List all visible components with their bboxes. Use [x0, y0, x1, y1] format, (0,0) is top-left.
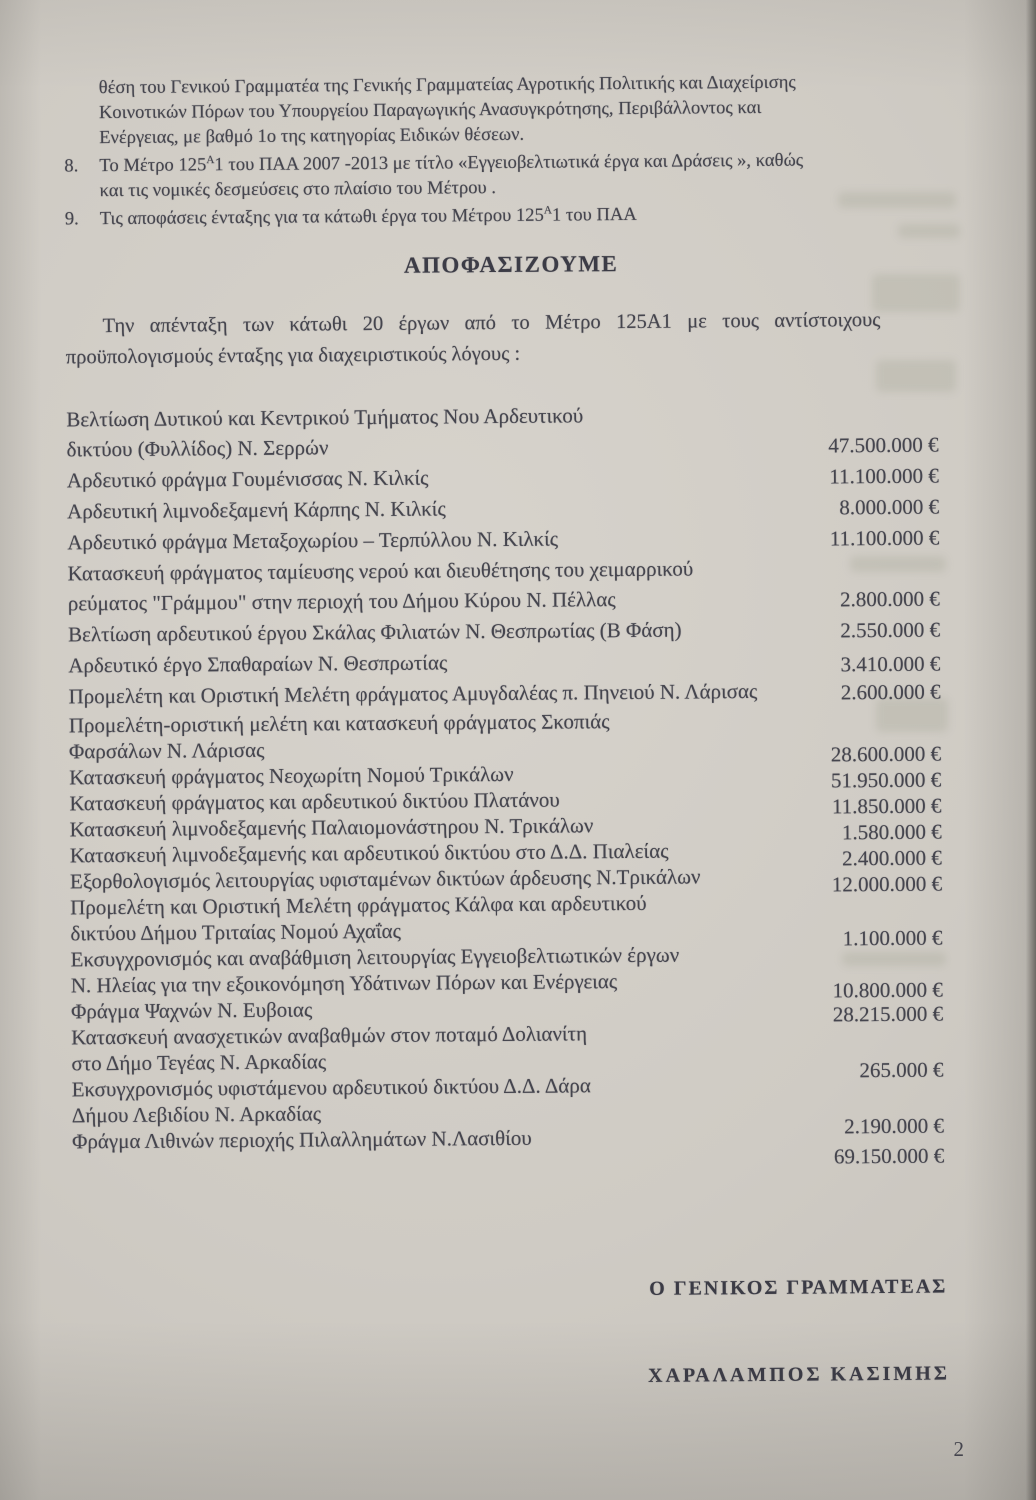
project-name [70, 889, 800, 947]
project-amount: 12.000.000 € [831, 871, 943, 897]
project-amount: 2.190.000 € [844, 1113, 945, 1139]
project-name-line: Αρδευτική λιμνοδεξαμενή Κάρπης Ν. Κιλκίς [66, 496, 446, 524]
project-name [67, 491, 797, 527]
page-number: 2 [953, 1437, 964, 1461]
project-name-line: Κατασκευή ανασχετικών αναβαθμών στον ποταμό Δολιανίτη [71, 1021, 588, 1050]
project-amount: 2.550.000 € [840, 617, 941, 643]
project-row [71, 1018, 944, 1083]
project-amount: 2.600.000 € [840, 679, 941, 705]
project-name-line: Αρδευτικό έργο Σπαθαραίων Ν. Θεσπρωτίας [68, 650, 448, 678]
project-name [71, 1019, 801, 1077]
item-number: 9. [64, 208, 79, 230]
project-name-line: Φράγμα Ψαχνών Ν. Ευβοιας [70, 997, 313, 1024]
preamble-line: Ενέργειας, με βαθμό 1ο της κατηγορίας Ειδικών θέσεων. [99, 123, 525, 149]
item-text-segment: 1 του ΠΑΑ [551, 203, 637, 226]
project-name-line: Φαρσάλων Ν. Λάρισας [68, 737, 265, 764]
project-name-line: Φράγμα Λιθινών περιοχής Πιλαλλημάτων Ν.Λασιθίου [71, 1125, 532, 1154]
item-number: 8. [64, 155, 79, 177]
project-name [67, 553, 797, 619]
project-name-line: Κατασκευή λιμνοδεξαμενής Παλαιομονάστηρου Ν. Τρικάλων [69, 813, 594, 842]
project-row [66, 398, 938, 465]
project-row [70, 888, 943, 951]
project-name-line: Αρδευτικό φράγμα Μεταξοχωρίου – Τερπύλλου Ν. Κιλκίς [67, 526, 559, 555]
project-name [68, 676, 798, 712]
superscript-A: Α [206, 154, 215, 167]
preamble-line: Κοινοτικών Πόρων του Υπουργείου Παραγωγικής Ανασυγκρότησης, Περιβάλλοντος και [98, 96, 762, 124]
preamble-line: θέση του Γενικού Γραμματέα της Γενικής Γραμματείας Αγροτικής Πολιτικής και Διαχείρισης [98, 71, 796, 99]
project-name-line: Προμελέτη και Οριστική Μελέτη φράγματος Αμυγδαλέας π. Πηνειού Ν. Λάρισας [68, 679, 758, 709]
project-name [67, 522, 797, 558]
project-row [71, 1070, 945, 1139]
project-amount: 8.000.000 € [839, 494, 940, 520]
project-name [66, 399, 796, 465]
project-amount: 11.850.000 € [831, 793, 942, 819]
project-name-line: Εξορθολογισμός λειτουργίας υφισταμένων δικτύων άρδευσης Ν.Τρικάλων [69, 864, 701, 894]
project-name-line: Εκσυγχρονισμός και αναβάθμιση λειτουργίας Εγγειοβελτιωτικών έργων [70, 942, 680, 972]
document-content [63, 0, 950, 1392]
project-name-line: στο Δήμο Τεγέας Ν. Αρκαδίας [71, 1049, 327, 1076]
item-text-segment: Το Μέτρο 125 [99, 154, 207, 177]
item-text [99, 147, 936, 204]
item-text [100, 200, 937, 232]
project-name-line: Βελτίωση αρδευτικού έργου Σκάλας Φιλιατών Ν. Θεσπρωτίας (Β Φάση) [67, 617, 682, 647]
signatory-title: Ο ΓΕΝΙΚΟΣ ΓΡΑΜΜΑΤΕΑΣ [649, 1275, 948, 1300]
project-name [67, 460, 797, 496]
project-amount: 3.410.000 € [840, 651, 941, 677]
project-name-line: Προμελέτη και Οριστική Μελέτη φράγματος Κάλφα και αρδευτικού [70, 890, 647, 920]
project-amount: 11.100.000 € [829, 463, 939, 489]
project-name [68, 614, 798, 650]
project-name-line: Δήμου Λεβιδίου Ν. Αρκαδίας [71, 1101, 322, 1128]
decision-paragraph [66, 305, 938, 374]
decision-paragraph-line: Την απένταξη των κάτωθι 20 έργων από το Μέτρο 125Α1 με τους αντίστοιχους [102, 309, 881, 338]
signatory-name: ΧΑΡΑΛΑΜΠΟΣ ΚΑΣΙΜΗΣ [647, 1362, 950, 1387]
decision-heading: ΑΠΟΦΑΣΙΖΟΥΜΕ [403, 251, 619, 278]
project-row [69, 706, 941, 765]
preamble-block [64, 69, 937, 232]
project-amount: 10.800.000 € [832, 977, 943, 1003]
project-row [70, 940, 943, 1003]
project-amount: 1.580.000 € [841, 819, 942, 845]
project-list [66, 398, 944, 1181]
project-amount: 2.800.000 € [839, 586, 940, 612]
project-name-line: Ν. Ηλείας για την εξοικονόμηση Υδάτινων Πόρων και Ενέργειας [70, 969, 618, 998]
preamble-item-8 [64, 147, 936, 204]
project-name [72, 1071, 802, 1129]
project-amount: 28.600.000 € [830, 741, 942, 767]
project-name-line: Κατασκευή φράγματος ταμίευσης νερού και διευθέτησης του χειμαρρικού [67, 556, 694, 586]
project-amount: 51.950.000 € [830, 767, 942, 793]
project-name-line: Βελτίωση Δυτικού και Κεντρικού Τμήματος Νου Αρδευτικού [66, 403, 584, 432]
project-amount: 2.400.000 € [841, 845, 942, 871]
project-name [72, 1123, 802, 1155]
project-name [68, 645, 798, 681]
item-text-segment: 1 του ΠΑΑ 2007 -2013 με τίτλο «Εγγειοβελτιωτικά έργα και Δράσεις », καθώς [214, 149, 804, 176]
preamble-item-9 [65, 200, 937, 232]
project-row [67, 552, 939, 619]
project-name-line: ρεύματος "Γράμμου" στην περιοχή του Δήμου Κύρου Ν. Πέλλας [67, 587, 616, 616]
superscript-A: Α [543, 204, 552, 217]
project-row [71, 1122, 945, 1169]
project-name-line: δικτύου (Φυλλίδος) Ν. Σερρών [66, 435, 329, 462]
project-amount: 265.000 € [859, 1057, 944, 1083]
item-text-segment: Τις αποφάσεις ένταξης για τα κάτωθι έργα του Μέτρου 125 [99, 204, 544, 230]
project-amount: 1.100.000 € [842, 925, 943, 951]
decision-paragraph-line: προϋπολογισμούς ένταξης για διαχειριστικούς λόγους : [65, 342, 521, 369]
project-name-line: Κατασκευή λιμνοδεξαμενής και αρδευτικού δικτύου στο Δ.Δ. Πιαλείας [69, 838, 669, 868]
project-name [71, 941, 801, 999]
signature-block [647, 1276, 950, 1388]
project-name-line: Κατασκευή φράγματος Νεοχωρίτη Νομού Τρικάλων [69, 761, 514, 790]
project-name-line: Αρδευτικό φράγμα Γουμένισσας Ν. Κιλκίς [66, 465, 429, 493]
project-amount: 47.500.000 € [828, 432, 939, 458]
project-amount: 11.100.000 € [829, 525, 940, 551]
project-amount: 28.215.000 € [832, 1001, 944, 1027]
project-name-line: δικτύου Δήμου Τριταίας Νομού Αχαΐας [70, 918, 402, 946]
item-text-segment: και τις νομικές δεσμεύσεις στο πλαίσιο του Μέτρου . [99, 177, 497, 202]
project-amount: 69.150.000 € [833, 1143, 945, 1169]
project-name-line: Εκσυγχρονισμός υφιστάμενου αρδευτικού δικτύου Δ.Δ. Δάρα [71, 1073, 591, 1102]
project-name [69, 707, 799, 765]
project-name-line: Κατασκευή φράγματος και αρδευτικού δικτύου Πλατάνου [69, 787, 560, 816]
project-name-line: Προμελέτη-οριστική μελέτη και κατασκευή φράγματος Σκοπιάς [68, 709, 610, 738]
